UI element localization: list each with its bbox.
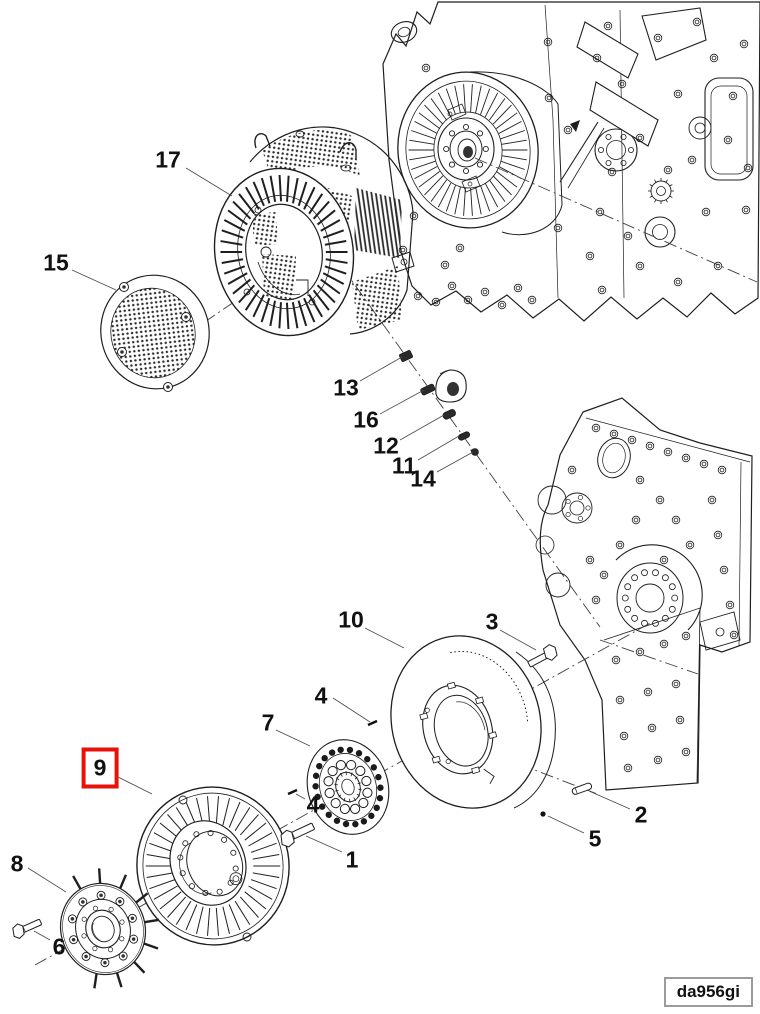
callout-3[interactable]: 3 <box>485 608 499 635</box>
part-9-fan-wheel <box>124 775 301 957</box>
callout-13[interactable]: 13 <box>333 374 359 401</box>
part-2-pin <box>571 782 592 795</box>
part-17-clutch-housing <box>201 127 414 347</box>
part-14-nut <box>470 448 478 455</box>
callout-7[interactable]: 7 <box>261 709 275 736</box>
callout-4-lower[interactable]: 4 <box>306 791 320 818</box>
part-16-bolt-and-clip <box>420 370 466 402</box>
callout-5[interactable]: 5 <box>588 825 602 852</box>
callout-14[interactable]: 14 <box>410 465 436 492</box>
callout-6[interactable]: 6 <box>52 933 66 960</box>
callout-12[interactable]: 12 <box>373 432 399 459</box>
callout-10[interactable]: 10 <box>338 606 364 633</box>
part-10-drum <box>371 618 561 826</box>
transmission-housing <box>536 398 752 790</box>
callout-8[interactable]: 8 <box>10 850 24 877</box>
part-5-ball <box>540 811 545 816</box>
callout-4-upper[interactable]: 4 <box>314 682 328 709</box>
part-11-washer <box>457 431 470 442</box>
part-4-pin-lower <box>288 790 297 794</box>
part-13-nut <box>399 350 413 362</box>
part-15-cover-plate <box>88 263 222 401</box>
part-6-bolt <box>10 915 43 940</box>
callout-15[interactable]: 15 <box>43 249 69 276</box>
callout-11[interactable]: 11 <box>391 452 417 479</box>
drawing-code: da956gi <box>664 977 753 1007</box>
callout-17[interactable]: 17 <box>155 146 181 173</box>
callout-1[interactable]: 1 <box>345 846 359 873</box>
callout-16[interactable]: 16 <box>353 406 379 433</box>
part-1-bolt <box>277 819 316 849</box>
callout-9-highlighted[interactable]: 9 <box>82 748 119 789</box>
part-12-spacer <box>442 408 457 420</box>
callout-2[interactable]: 2 <box>634 801 648 828</box>
